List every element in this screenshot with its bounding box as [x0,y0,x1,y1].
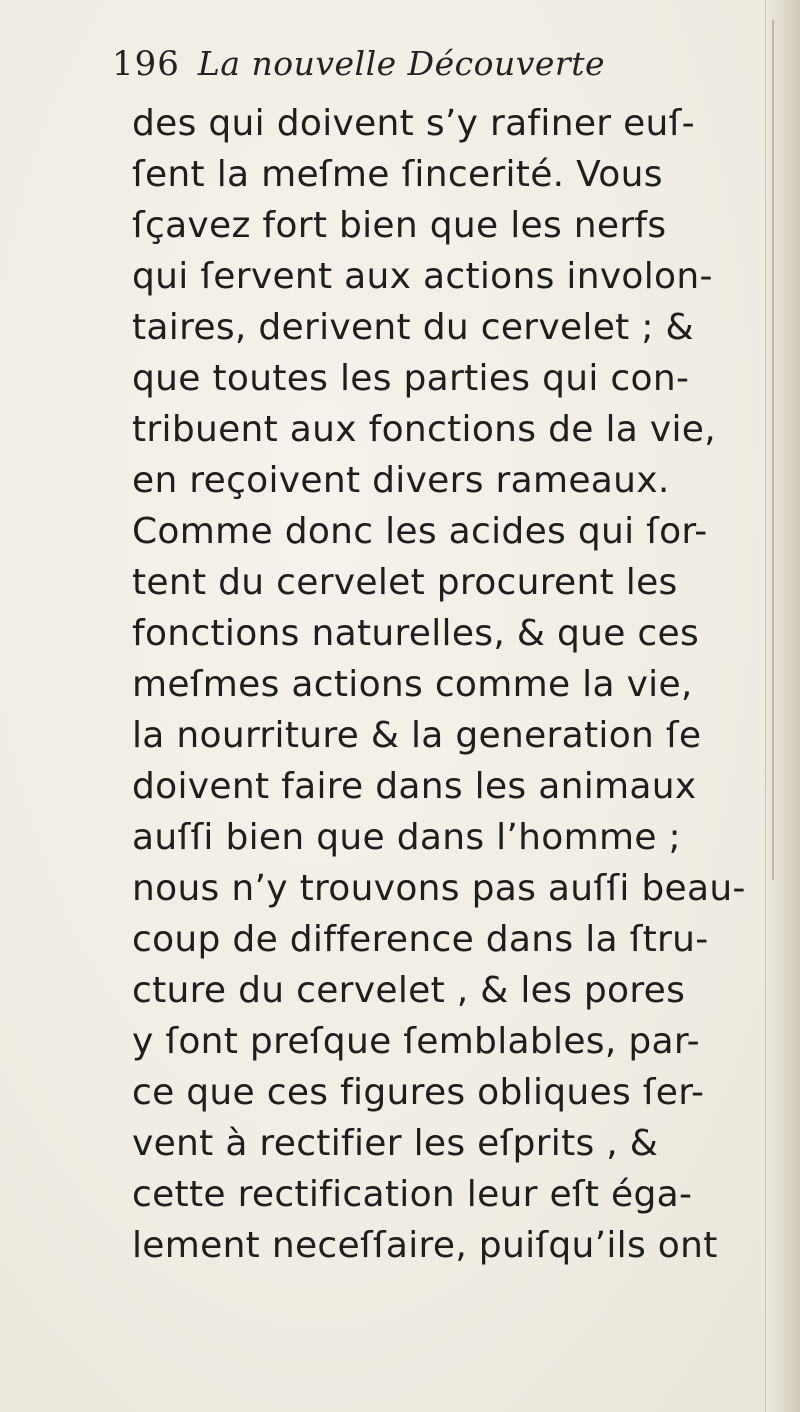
text-line: en reçoivent divers rameaux. [132,460,670,501]
text-line: nous n’y trouvons pas auſſi beau- [132,868,746,909]
running-title: La nouvelle Découverte [197,44,605,83]
text-line: qui ſervent aux actions involon- [132,256,713,297]
text-line: y ſont preſque ſemblables, par- [132,1021,700,1062]
text-line: tent du cervelet procurent les [132,562,678,603]
text-line: tribuent aux fonctions de la vie, [132,409,716,450]
text-line: ce que ces figures obliques ſer- [132,1072,705,1113]
text-line: ſent la meſme ſincerité. Vous [132,154,663,195]
text-line: meſmes actions comme la vie, [132,664,693,705]
text-line: fonctions naturelles, & que ces [132,613,700,654]
text-line: vent à rectifier les eſprits , & [132,1123,659,1164]
page-edge-line [772,20,774,880]
text-line: lement neceſſaire, puiſqu’ils ont [132,1225,718,1266]
text-line: doivent faire dans les animaux [132,766,697,807]
text-line: cette rectification leur eſt éga- [132,1174,693,1215]
adjacent-page-edge [765,0,800,1412]
text-line: des qui doivent s’y rafiner euſ- [132,103,695,144]
text-line: taires, derivent du cervelet ; & [132,307,694,348]
text-line: Comme donc les acides qui ſor- [132,511,708,552]
text-line: coup de difference dans la ſtru- [132,919,709,960]
text-line: cture du cervelet , & les pores [132,970,686,1011]
page-number: 196 [112,44,180,84]
page-header [112,44,605,90]
text-line: auſſi bien que dans l’homme ; [132,817,681,858]
text-line: ſçavez fort bien que les nerfs [132,205,667,246]
text-line: que toutes les parties qui con- [132,358,690,399]
text-line: la nourriture & la generation ſe [132,715,702,756]
